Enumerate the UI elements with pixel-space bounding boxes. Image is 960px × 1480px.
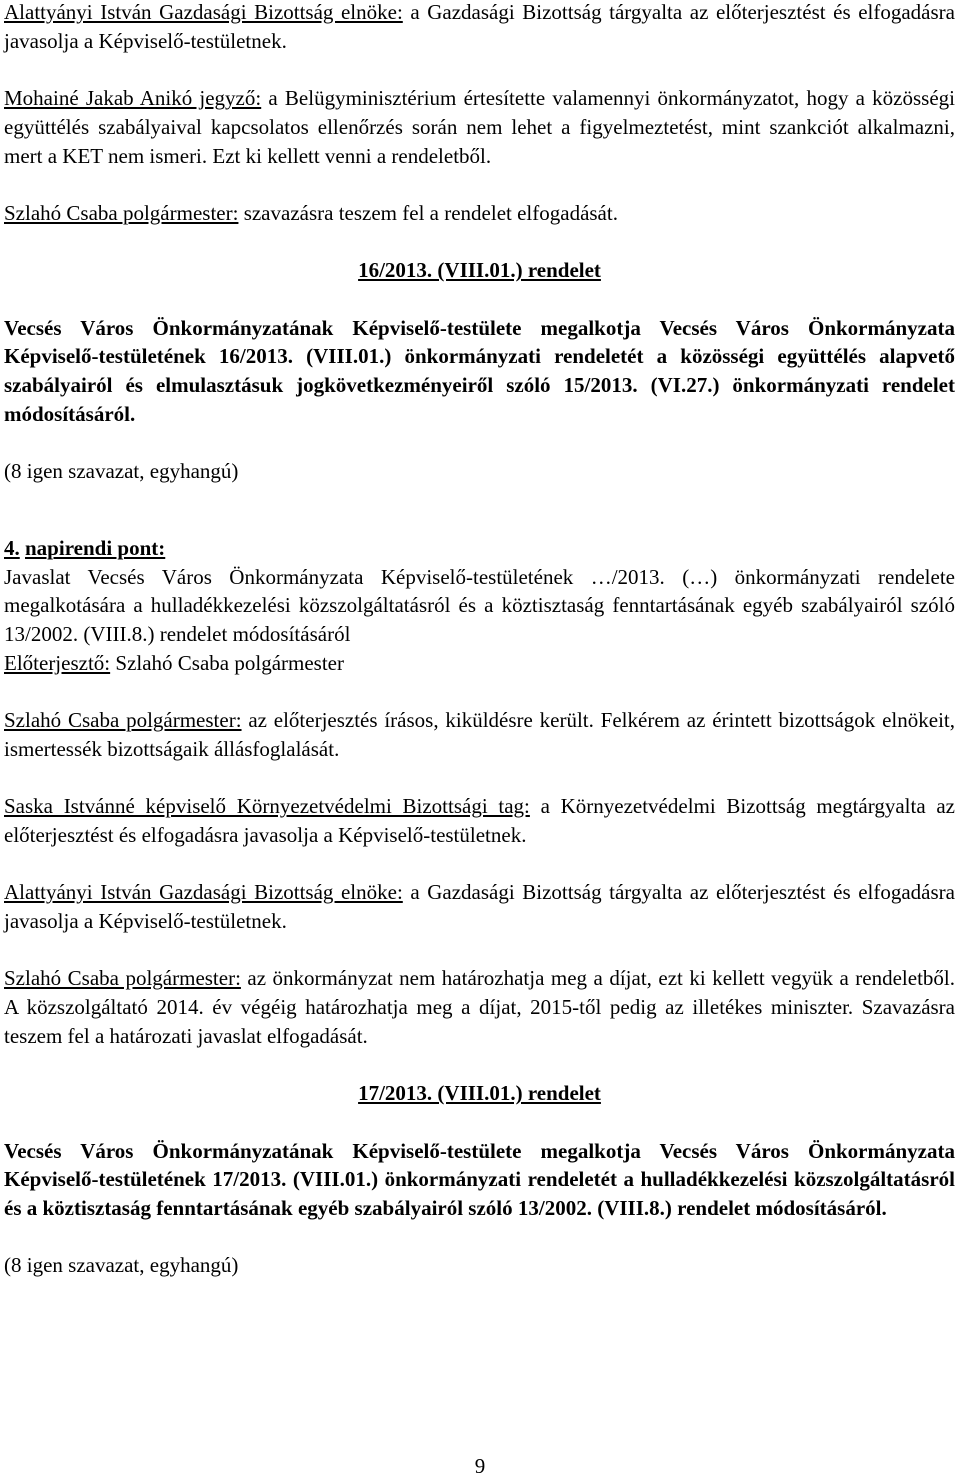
decree-body-16: Vecsés Város Önkormányzatának Képviselő-testülete megalkotja Vecsés Város Önkormányzata Képviselő-testületének 16/2013. (VIII.01.) önkormányzati rendeletét a közösségi együttélés alapvető szabályairól és elmulasztásuk jogkövetkezményeiről szóló 15/2013. (VI.27.) önkormányzati rendelet módosításáról. — [4, 315, 955, 426]
statement-alattyanyi-1 — [4, 0, 955, 55]
agenda-heading — [4, 534, 955, 563]
statement-text: szavazásra teszem fel a rendelet elfogadását. — [238, 200, 618, 225]
statement-text: a Gazdasági Bizottság tárgyalta az előterjesztést és elfogadásra javasolja a Képviselő-testületnek. — [4, 0, 955, 53]
statement-szlaho-3 — [4, 964, 955, 1050]
speaker-label: Mohainé Jakab Anikó jegyző: — [4, 86, 262, 111]
statement-szlaho-1 — [4, 199, 955, 228]
speaker-label: Szlahó Csaba polgármester: — [4, 966, 241, 991]
decree-title-17 — [4, 1079, 955, 1108]
agenda-text: Javaslat Vecsés Város Önkormányzata Képviselő-testületének …/2013. (…) önkormányzati rendelete megalkotására a hulladékkezelési közszolgáltatásról és a köztisztaság fenntartásának egyéb szabályairól szóló 13/2002. (VIII.8.) rendelet módosításáról — [4, 564, 955, 646]
speaker-label: Szlahó Csaba polgármester: — [4, 708, 242, 733]
agenda-number: 4. — [4, 535, 20, 560]
presenter-label: Előterjesztő: — [4, 650, 111, 675]
statement-text: az önkormányzat nem határozhatja meg a díjat, ezt ki kellett vegyük a rendeletből. A közszolgáltató 2014. év végéig határozhatja meg a díjat, 2015-től pedig az illetékes miniszter. Szavazásra teszem fel a határozati javaslat elfogadását. — [4, 966, 955, 1048]
statement-text: az előterjesztés írásos, kiküldésre került. Felkérem az érintett bizottságok elnökeit, ismertessék bizottságaik állásfoglalását. — [4, 708, 955, 761]
vote-result-2: (8 igen szavazat, egyhangú) — [4, 1253, 239, 1278]
statement-text: a Belügyminisztérium értesítette valamennyi önkormányzatot, hogy a közösségi együttélés szabályaival kapcsolatos ellenőrzés során nem lehet a figyelmeztetést, mint szankciót alkalmazni, mert a KET nem ismeri. Ezt ki kellett venni a rendeletből. — [4, 86, 955, 168]
speaker-label: Alattyányi István Gazdasági Bizottság elnöke: — [4, 880, 403, 905]
speaker-label: Szlahó Csaba polgármester: — [4, 200, 239, 225]
decree-title-text: 16/2013. (VIII.01.) rendelet — [358, 258, 601, 283]
agenda-label: napirendi pont: — [25, 535, 166, 560]
statement-alattyanyi-2 — [4, 878, 955, 935]
presenter-name: Szlahó Csaba polgármester — [110, 650, 344, 675]
statement-text: a Gazdasági Bizottság tárgyalta az előterjesztést és elfogadásra javasolja a Képviselő-testületnek. — [4, 880, 955, 933]
statement-text: a Környezetvédelmi Bizottság megtárgyalta az előterjesztést és elfogadásra javasolja a Képviselő-testületnek. — [4, 794, 955, 847]
agenda-presenter — [4, 649, 955, 678]
speaker-label: Alattyányi István Gazdasági Bizottság elnöke: — [4, 0, 403, 24]
vote-result-1: (8 igen szavazat, egyhangú) — [4, 459, 239, 484]
document-page — [4, 0, 955, 1280]
decree-body-17: Vecsés Város Önkormányzatának Képviselő-testülete megalkotja Vecsés Város Önkormányzata Képviselő-testületének 17/2013. (VIII.01.) önkormányzati rendeletét a hulladékkezelési közszolgáltatásról és a köztisztaság fenntartásának egyéb szabályairól szóló 13/2002. (VIII.8.) rendelet módosításáról. — [4, 1138, 955, 1220]
statement-mohaine — [4, 84, 955, 170]
statement-saska — [4, 792, 955, 849]
page-number: 9 — [474, 1454, 486, 1478]
speaker-label: Saska Istvánné képviselő Környezetvédelmi Bizottsági tag: — [4, 794, 530, 819]
statement-szlaho-2 — [4, 706, 955, 763]
decree-title-16 — [4, 256, 955, 285]
decree-title-text: 17/2013. (VIII.01.) rendelet — [358, 1081, 601, 1106]
